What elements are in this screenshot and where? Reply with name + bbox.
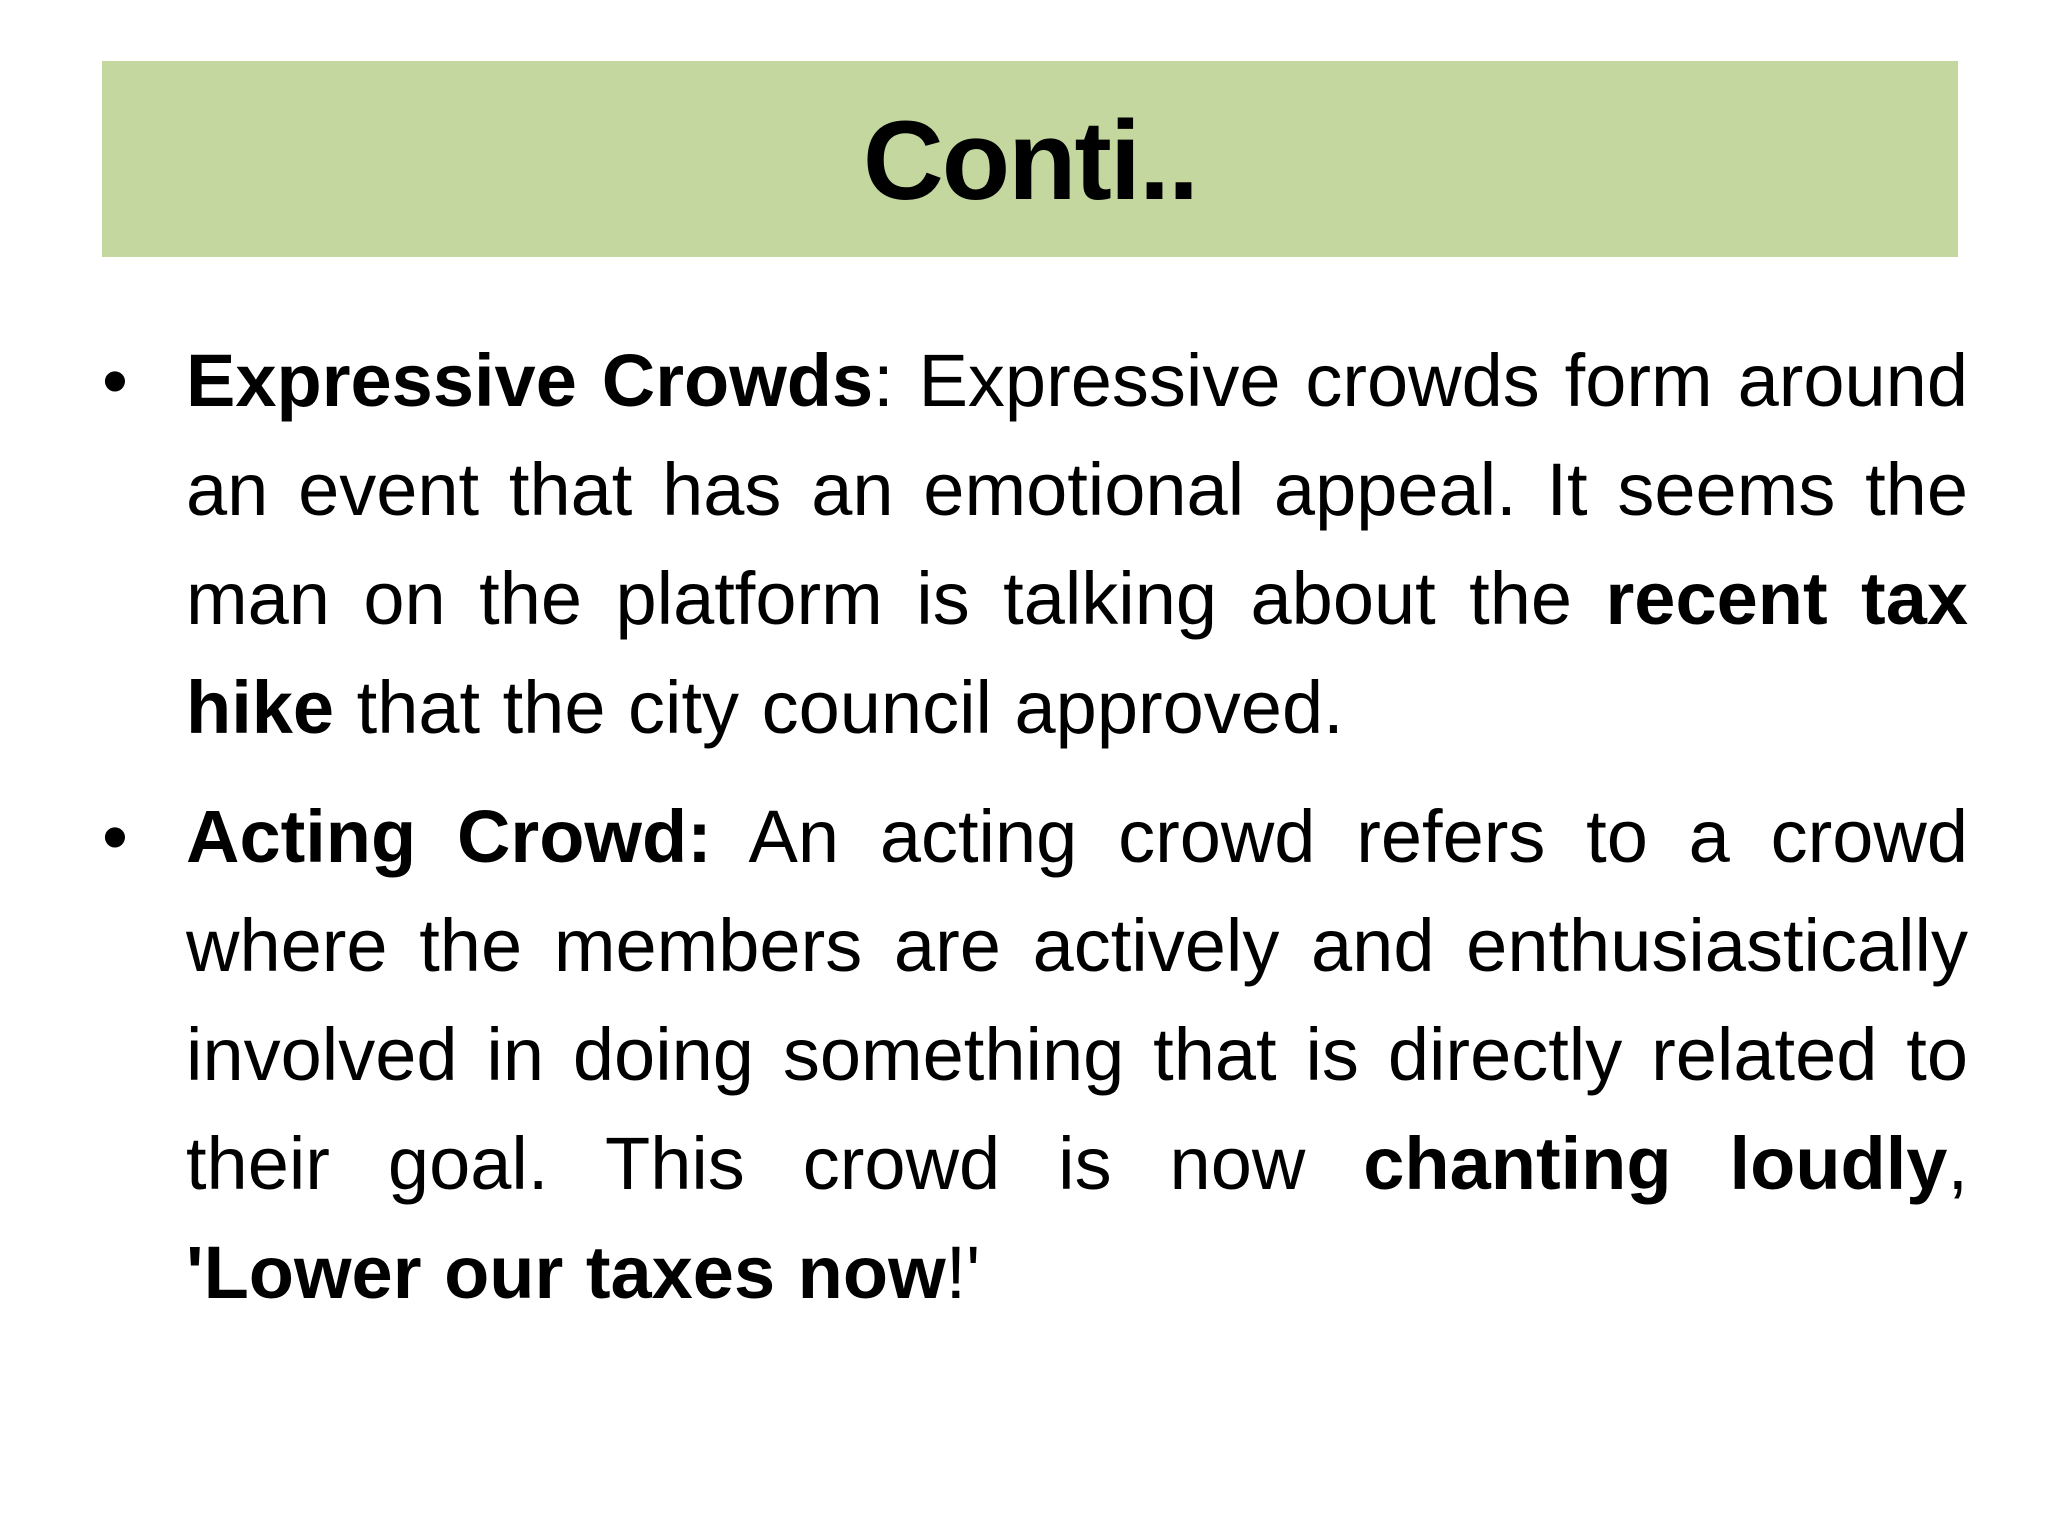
bullet-text: that the city council approved.: [334, 666, 1344, 749]
bullet-text: ,: [1947, 1122, 1968, 1205]
bullet-emphasis: recent tax hike: [186, 557, 1968, 749]
bullet-text: An acting crowd refers to a crowd where the members are actively and enthusiastically involved in doing something that is directly related to their goal. This crowd is now: [186, 795, 1968, 1205]
bullet-text: Expressive crowds form around an event that has an emotional appeal. It seems the man on the platform is talking about the: [186, 339, 1968, 640]
bullet-point-icon: •: [102, 795, 128, 878]
slide-title: Conti..: [862, 98, 1198, 223]
bullet-point-icon: •: [102, 339, 128, 422]
slide-title-bar: [102, 61, 1958, 257]
bullet-expressive-crowds: [102, 326, 1968, 762]
bullet-term-suffix: :: [873, 339, 894, 422]
bullet-acting-crowd: [102, 782, 1968, 1327]
bullet-term: Acting Crowd:: [186, 795, 712, 878]
slide-content: [102, 326, 1968, 1347]
bullet-text: !': [945, 1231, 981, 1314]
bullet-emphasis: chanting loudly: [1363, 1122, 1948, 1205]
bullet-emphasis: 'Lower our taxes now: [186, 1231, 946, 1314]
bullet-term: Expressive Crowds: [186, 339, 874, 422]
